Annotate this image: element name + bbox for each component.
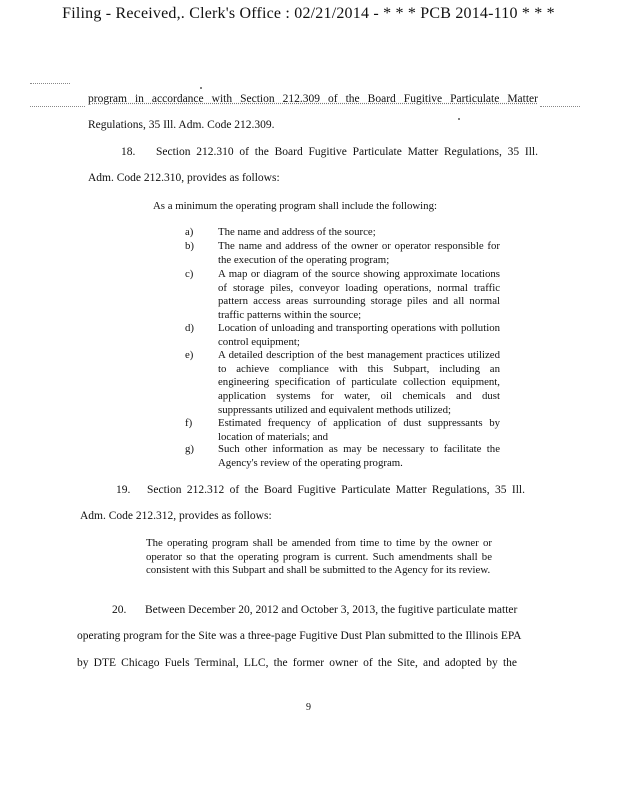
list-item-label: a) [185, 226, 194, 238]
body-line: Between December 20, 2012 and October 3, 2013, the fugitive particulate matter [145, 604, 518, 616]
list-item-label: d) [185, 322, 194, 334]
block-quote: The operating program shall be amended from time to time by the owner or operator so that the operating program is current. Such amendments shall be consistent with this Subpart and shall be submitted to the Agency for its review. [146, 537, 492, 576]
list-item [185, 443, 505, 471]
list-item-text: The name and address of the source; [218, 226, 376, 238]
body-line: by DTE Chicago Fuels Terminal, LLC, the former owner of the Site, and adopted by the [77, 657, 517, 669]
list-item-label: b) [185, 240, 194, 252]
filing-header: Filing - Received,. Clerk's Office : 02/21/2014 - * * * PCB 2014-110 * * * [62, 5, 555, 22]
list-item [185, 417, 505, 445]
list-item [185, 240, 505, 268]
body-line: Section 212.310 of the Board Fugitive Particulate Matter Regulations, 35 Ill. [156, 146, 538, 158]
list-item-text: Such other information as may be necessary to facilitate the Agency's review of the operating program. [218, 443, 500, 469]
body-line: operating program for the Site was a three-page Fugitive Dust Plan submitted to the Illinois EPA [77, 630, 522, 642]
scan-artifact [200, 87, 202, 89]
scan-artifact [30, 83, 70, 84]
scan-artifact [458, 118, 460, 120]
list-item [185, 268, 505, 323]
body-line: Adm. Code 212.310, provides as follows: [88, 172, 280, 184]
list-item-text: The name and address of the owner or operator responsible for the execution of the operating program; [218, 240, 500, 266]
list-item-label: g) [185, 443, 194, 455]
list-item-text: A map or diagram of the source showing approximate locations of storage piles, conveyor loading operations, normal traffic pattern access areas surrounding storage piles and all normal traffic patterns within the source; [218, 268, 500, 322]
body-line: program in accordance with Section 212.309 of the Board Fugitive Particulate Matter [88, 93, 538, 105]
list-item-label: e) [185, 349, 194, 361]
list-item [185, 322, 505, 350]
page-number: 9 [306, 702, 311, 713]
list-item-label: f) [185, 417, 193, 429]
list-item-label: c) [185, 268, 194, 280]
list-item-text: Estimated frequency of application of dust suppressants by location of materials; and [218, 417, 500, 443]
paragraph-number: 18. [121, 146, 136, 158]
body-line: Adm. Code 212.312, provides as follows: [80, 510, 272, 522]
list-item-text: Location of unloading and transporting operations with pollution control equipment; [218, 322, 500, 348]
body-line: Regulations, 35 Ill. Adm. Code 212.309. [88, 119, 275, 131]
paragraph-number: 19. [116, 484, 131, 496]
scan-artifact [540, 106, 580, 107]
scan-artifact [30, 106, 85, 107]
quote-intro: As a minimum the operating program shall include the following: [153, 200, 437, 212]
list-item [185, 349, 505, 418]
list-item-text: A detailed description of the best management practices utilized to achieve compliance with this Subpart, including an engineering specification of particulate collection equipment, application systems for water, oil chemicals and dust suppressants utilized and equivalent methods utilized; [218, 349, 500, 416]
list-item [185, 226, 505, 240]
body-line: Section 212.312 of the Board Fugitive Particulate Matter Regulations, 35 Ill. [147, 484, 525, 496]
paragraph-number: 20. [112, 604, 127, 616]
